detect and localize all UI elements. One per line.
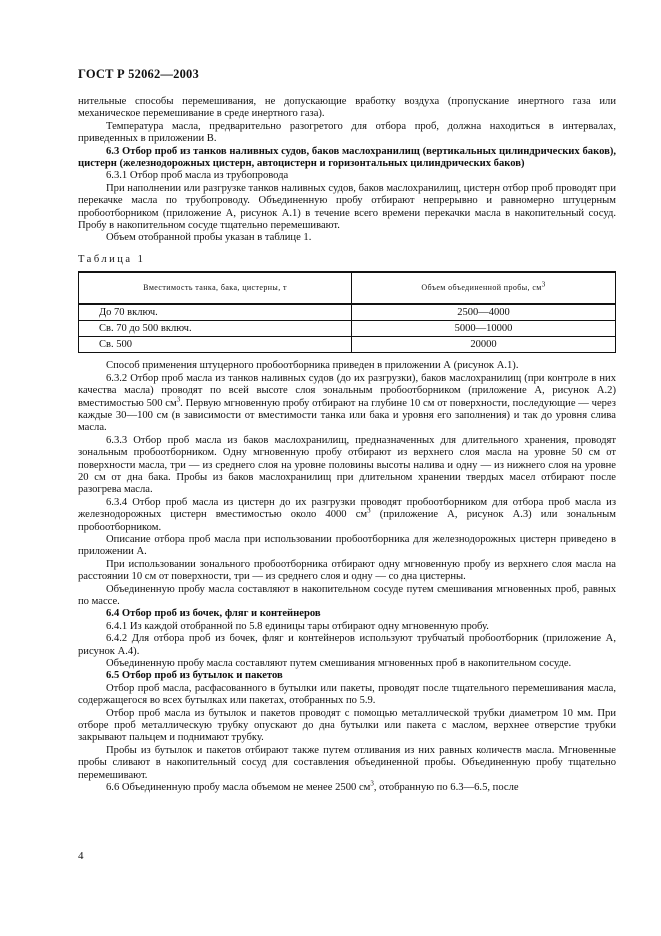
paragraph: нительные способы перемешивания, не допускающие вработку воздуха (пропускание инертного газа или механическое перемешивание в среде инертного газа). (78, 96, 616, 120)
table-cell-volume: 2500—4000 (352, 304, 616, 321)
paragraph: Объединенную пробу масла составляют в накопительном сосуде путем смешивания мгновенных проб, равных по массе. (78, 583, 616, 607)
table-header-volume (352, 272, 616, 304)
text: . Первую мгновенную пробу отбирают на глубине 10 см от поверхности, последующие — через каждые 30—100 см (в зависимости от вместимости танка или бака и уровня его заполнения) и так до уровня слива масла. (78, 397, 616, 434)
table-cell-capacity: Св. 70 до 500 включ. (79, 321, 352, 337)
text: 6.6 Объединенную пробу масла объемом не менее 2500 см (106, 782, 371, 794)
paragraph: При наполнении или разгрузке танков наливных судов, баков маслохранилищ, цистерн отбор проб проводят при перекачке масла по трубопроводу. Объединенную пробу отбирают непрерывно и равномерно штуцерным пробоотборником (приложение А, рисунок А.1) в течение всего времени перекачки масла в накопительный сосуд. Пробу в накопительном сосуде тщательно перемешивают. (78, 182, 616, 232)
paragraph: При использовании зонального пробоотборника отбирают одну мгновенную пробу из верхнего слоя масла на расстоянии 10 см от поверхности, три — из среднего слоя и одну — со дна цистерны. (78, 558, 616, 583)
table-header-capacity: Вместимость танка, бака, цистерны, т (79, 272, 352, 304)
superscript: 3 (176, 394, 181, 403)
document-body (78, 96, 616, 795)
paragraph: Объединенную пробу масла составляют путем смешивания мгновенных проб в накопительном сосуде. (106, 658, 572, 670)
table-cell-volume: 20000 (352, 337, 616, 353)
text: 6.3.2 Отбор проб масла из танков наливных судов (до их разгрузки), баков маслохранилищ (при контроле в них качества масла) проводят по всей высоте слоя зональным пробоотборником (приложение А, рисунок А.2) вместимостью 500 см (78, 372, 616, 409)
paragraph: Описание отбора проб масла при использовании пробоотборника для железнодорожных цистерн приведено в приложении А. (78, 533, 616, 558)
paragraph: Объем отобранной пробы указан в таблице 1. (106, 232, 312, 244)
section-heading-6-3: 6.3 Отбор проб из танков наливных судов, баков маслохранилищ (вертикальных цилиндрических баков), цистерн (железнодорожных цистерн, автоцистерн и горизонтальных цилиндрических баков) (78, 145, 616, 170)
paragraph-6-3-2 (78, 373, 616, 435)
superscript: 3 (370, 779, 374, 788)
paragraph-6-3-3: 6.3.3 Отбор проб масла из баков маслохранилищ, предназначенных для длительного хранения, проводят зональным пробоотборником. Одну мгновенную пробу отбирают из верхнего слоя масла на уровне 50 см от поверхности масла, три — из среднего слоя на уровне половины высоты налива и одну — из нижнего слоя на уровне 20 см от дна бака. Пробы из баков маслохранилищ при длительном хранении твердых масел отбирают после разогрева масла. (78, 434, 616, 496)
table-row (79, 337, 616, 353)
table-header-row (79, 272, 616, 304)
paragraph-6-4-1: 6.4.1 Из каждой отобранной по 5.8 единицы тары отбирают одну мгновенную пробу. (106, 620, 489, 632)
table-header-volume-text: Объем объединенной пробы, см (421, 283, 542, 293)
paragraph: Отбор проб масла, расфасованного в бутылки или пакеты, проводят после тщательного перемешивания масла, содержащегося во всех бутылках или пакетах, отобранных по 5.9. (78, 682, 616, 707)
text: (приложение А, рисунок А.3) или зональным пробоотборником. (78, 509, 617, 533)
table-caption: Таблица 1 (78, 253, 146, 265)
text: 6.3.4 Отбор проб масла из цистерн до их разгрузки проводят пробоотборником для отбора проб масла из железнодорожных цистерн вместимостью около 4000 см (78, 496, 616, 521)
paragraph: Способ применения штуцерного пробоотборника приведен в приложении А (рисунок А.1). (106, 360, 519, 372)
table-row (79, 304, 616, 321)
subsection-heading-6-3-1: 6.3.1 Отбор проб масла из трубопровода (106, 170, 289, 182)
table-cell-capacity: Св. 500 (79, 337, 352, 353)
superscript: 3 (541, 280, 546, 289)
paragraph: Пробы из бутылок и пакетов отбирают также путем отливания из них равных количеств масла. Мгновенные пробы сливают в накопительный сосуд для составления объединенной пробы. Объединенную пробу тщательно перемешивают. (78, 744, 616, 781)
table-cell-capacity: До 70 включ. (79, 304, 352, 321)
paragraph-6-4-2: 6.4.2 Для отбора проб из бочек, фляг и контейнеров используют трубчатый пробоотборник (приложение А, рисунок А.4). (78, 633, 616, 657)
table-cell-volume: 5000—10000 (352, 321, 616, 337)
page-number: 4 (78, 850, 84, 862)
section-heading-6-5: 6.5 Отбор проб из бутылок и пакетов (106, 670, 283, 682)
table-row (79, 321, 616, 337)
document-header: ГОСТ Р 52062—2003 (78, 67, 199, 81)
section-heading-6-4: 6.4 Отбор проб из бочек, фляг и контейнеров (106, 608, 321, 620)
table-1 (78, 271, 616, 353)
paragraph-6-6 (78, 779, 616, 794)
paragraph: Температура масла, предварительно разогретого для отбора проб, должна находиться в интервалах, приведенных в приложении В. (78, 120, 616, 145)
superscript: 3 (367, 506, 371, 515)
paragraph: Отбор проб масла из бутылок и пакетов проводят с помощью металлической трубки диаметром 10 мм. При отборе проб металлическую трубку опускают до дна бутылки или пакета с маслом, верхнее отверстие трубки закрывают пальцем и поднимают трубку. (78, 707, 616, 744)
paragraph-6-3-4 (78, 497, 616, 534)
text: , отобранную по 6.3—6.5, после (373, 782, 519, 794)
